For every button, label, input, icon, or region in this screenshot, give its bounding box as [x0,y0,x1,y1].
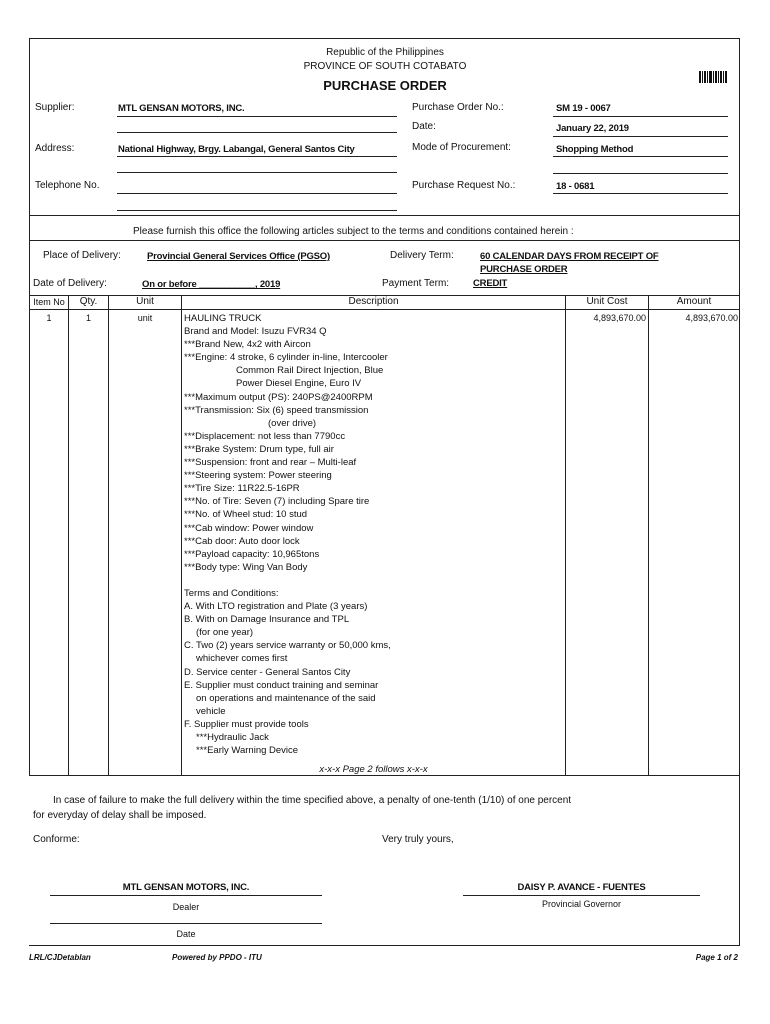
desc-line: D. Service center - General Santos City [184,666,351,678]
desc-line: HAULING TRUCK [184,313,262,324]
penalty-line-2: for everyday of delay shall be imposed. [33,810,207,821]
desc-line: ***No. of Tire: Seven (7) including Spare tire [184,496,370,508]
th-qty: Qty. [79,296,98,307]
header-line1: Republic of the Philippines [326,47,444,58]
desc-line: ***Early Warning Device [196,745,299,757]
address-underline-2 [117,172,397,173]
dealer-name: MTL GENSAN MOTORS, INC. [122,882,250,893]
signatory-title: Provincial Governor [541,899,622,909]
desc-line: F. Supplier must provide tools [184,718,309,730]
desc-line: on operations and maintenance of the said [196,692,376,704]
barcode-icon [699,70,727,82]
powered-by: Powered by PPDO - ITU [172,953,262,962]
delivery-term-value-2: PURCHASE ORDER [480,264,568,275]
page-title: PURCHASE ORDER [323,78,447,93]
telephone-underline [117,193,397,194]
col-sep-2 [108,295,109,775]
supplier-underline-2 [117,132,397,133]
desc-line: A. With LTO registration and Plate (3 years) [184,601,368,613]
telephone-underline-2 [117,210,397,211]
left-code: LRL/CJDetablan [29,953,91,962]
po-date-label: Date: [412,121,436,132]
instruction-divider [29,240,740,241]
desc-line: Common Rail Direct Injection, Blue [236,365,384,377]
desc-line: ***Payload capacity: 10,965tons [184,548,320,560]
signatory-name: DAISY P. AVANCE - FUENTES [517,882,646,893]
pr-value: 18 - 0681 [556,181,595,192]
address-label: Address: [35,143,75,154]
desc-line: Power Diesel Engine, Euro IV [236,378,362,390]
th-unit: Unit [136,296,154,307]
mode-underline [553,156,728,157]
desc-line: ***Brand New, 4x2 with Aircon [184,339,311,351]
desc-line: ***Maximum output (PS): 240PS@2400RPM [184,391,373,403]
supplier-underline [117,116,397,117]
th-item: Item No [33,297,65,307]
cell-amount: 4,893,670.00 [685,313,738,323]
place-label: Place of Delivery: [43,250,121,261]
supplier-value: MTL GENSAN MOTORS, INC. [118,103,245,114]
desc-line: whichever comes first [196,653,288,665]
desc-line: (for one year) [196,627,254,639]
penalty-line-1: In case of failure to make the full delivery within the time specified above, a penalty of one-tenth (1/10) of one percent [53,795,572,806]
section-divider [29,215,740,216]
cell-unit-cost: 4,893,670.00 [593,313,646,323]
frame-left [29,38,30,775]
cell-unit: unit [137,313,153,323]
delivery-term-label: Delivery Term: [390,250,454,261]
frame-right [739,38,740,775]
desc-line: ***Hydraulic Jack [196,732,269,743]
date-label: Date [176,929,196,939]
col-sep-3 [181,295,182,775]
desc-line: ***Cab window: Power window [184,522,314,534]
pr-label: Purchase Request No.: [412,180,516,191]
desc-line: Brand and Model: Isuzu FVR34 Q [184,326,327,338]
address-underline [117,156,397,157]
dealer-signature-line [50,895,322,896]
po-number-underline [553,116,728,117]
desc-spacer [184,574,391,587]
th-unit-cost: Unit Cost [586,296,628,307]
table-header-line [29,309,740,310]
closing-text: Very truly yours, [382,834,454,845]
desc-line: ***No. of Wheel stud: 10 stud [184,509,308,521]
mode-label: Mode of Procurement: [412,142,511,153]
col-sep-5 [648,295,649,775]
mode-value: Shopping Method [556,144,634,155]
po-date-underline [553,136,728,137]
col-sep-1 [68,295,69,775]
desc-line: vehicle [196,705,226,717]
desc-line: B. With on Damage Insurance and TPL [184,614,350,626]
delivery-term-value-1: 60 CALENDAR DAYS FROM RECEIPT OF [480,251,659,262]
date-signature-line [50,923,322,924]
footer-right-line [739,775,740,945]
mode-underline-2 [553,173,728,174]
desc-line: ***Brake System: Drum type, full air [184,443,334,455]
delivery-date-value: On or before ___________, 2019 [142,279,281,290]
desc-line: ***Steering system: Power steering [184,470,332,482]
cell-qty: 1 [85,313,91,323]
desc-line: ***Transmission: Six (6) speed transmission [184,404,369,416]
po-number-value: SM 19 - 0067 [556,103,611,114]
place-value: Provincial General Services Office (PGSO) [147,251,330,262]
desc-line: ***Tire Size: 11R22.5-16PR [184,483,300,495]
cell-item: 1 [46,313,52,323]
desc-line: ***Suspension: front and rear – Multi-leaf [184,457,357,469]
footer-bottom-line [29,945,740,946]
supplier-label: Supplier: [35,102,75,113]
th-description: Description [348,296,399,307]
desc-line: (over drive) [268,417,317,429]
description-list [184,312,391,757]
payment-label: Payment Term: [382,278,450,289]
signatory-line [463,895,700,896]
desc-line: E. Supplier must conduct training and seminar [184,679,379,691]
header-line2: PROVINCE OF SOUTH COTABATO [303,61,467,72]
po-number-label: Purchase Order No.: [412,102,504,113]
conforme-label: Conforme: [33,834,80,845]
th-amount: Amount [676,296,712,307]
desc-line: ***Body type: Wing Van Body [184,561,308,573]
payment-value: CREDIT [473,278,508,289]
frame-top [29,38,740,39]
po-date-value: January 22, 2019 [556,123,629,134]
footer-top-line [29,775,740,776]
telephone-label: Telephone No. [35,180,100,191]
delivery-date-label: Date of Delivery: [33,278,107,289]
page-number: Page 1 of 2 [695,953,738,962]
pr-underline [553,193,728,194]
desc-line: ***Engine: 4 stroke, 6 cylinder in-line, Intercooler [184,352,388,364]
desc-line: ***Cab door: Auto door lock [184,535,300,547]
address-value: National Highway, Brgy. Labangal, General Santos City [118,144,355,155]
desc-line: Terms and Conditions: [184,587,279,599]
dealer-label: Dealer [172,902,200,912]
page-follow-note: x-x-x Page 2 follows x-x-x [319,764,428,775]
desc-line: ***Displacement: not less than 7790cc [184,430,346,442]
col-sep-4 [565,295,566,775]
instruction-text: Please furnish this office the following articles subject to the terms and conditions contained herein : [133,226,574,237]
desc-line: C. Two (2) years service warranty or 50,000 kms, [184,640,391,652]
